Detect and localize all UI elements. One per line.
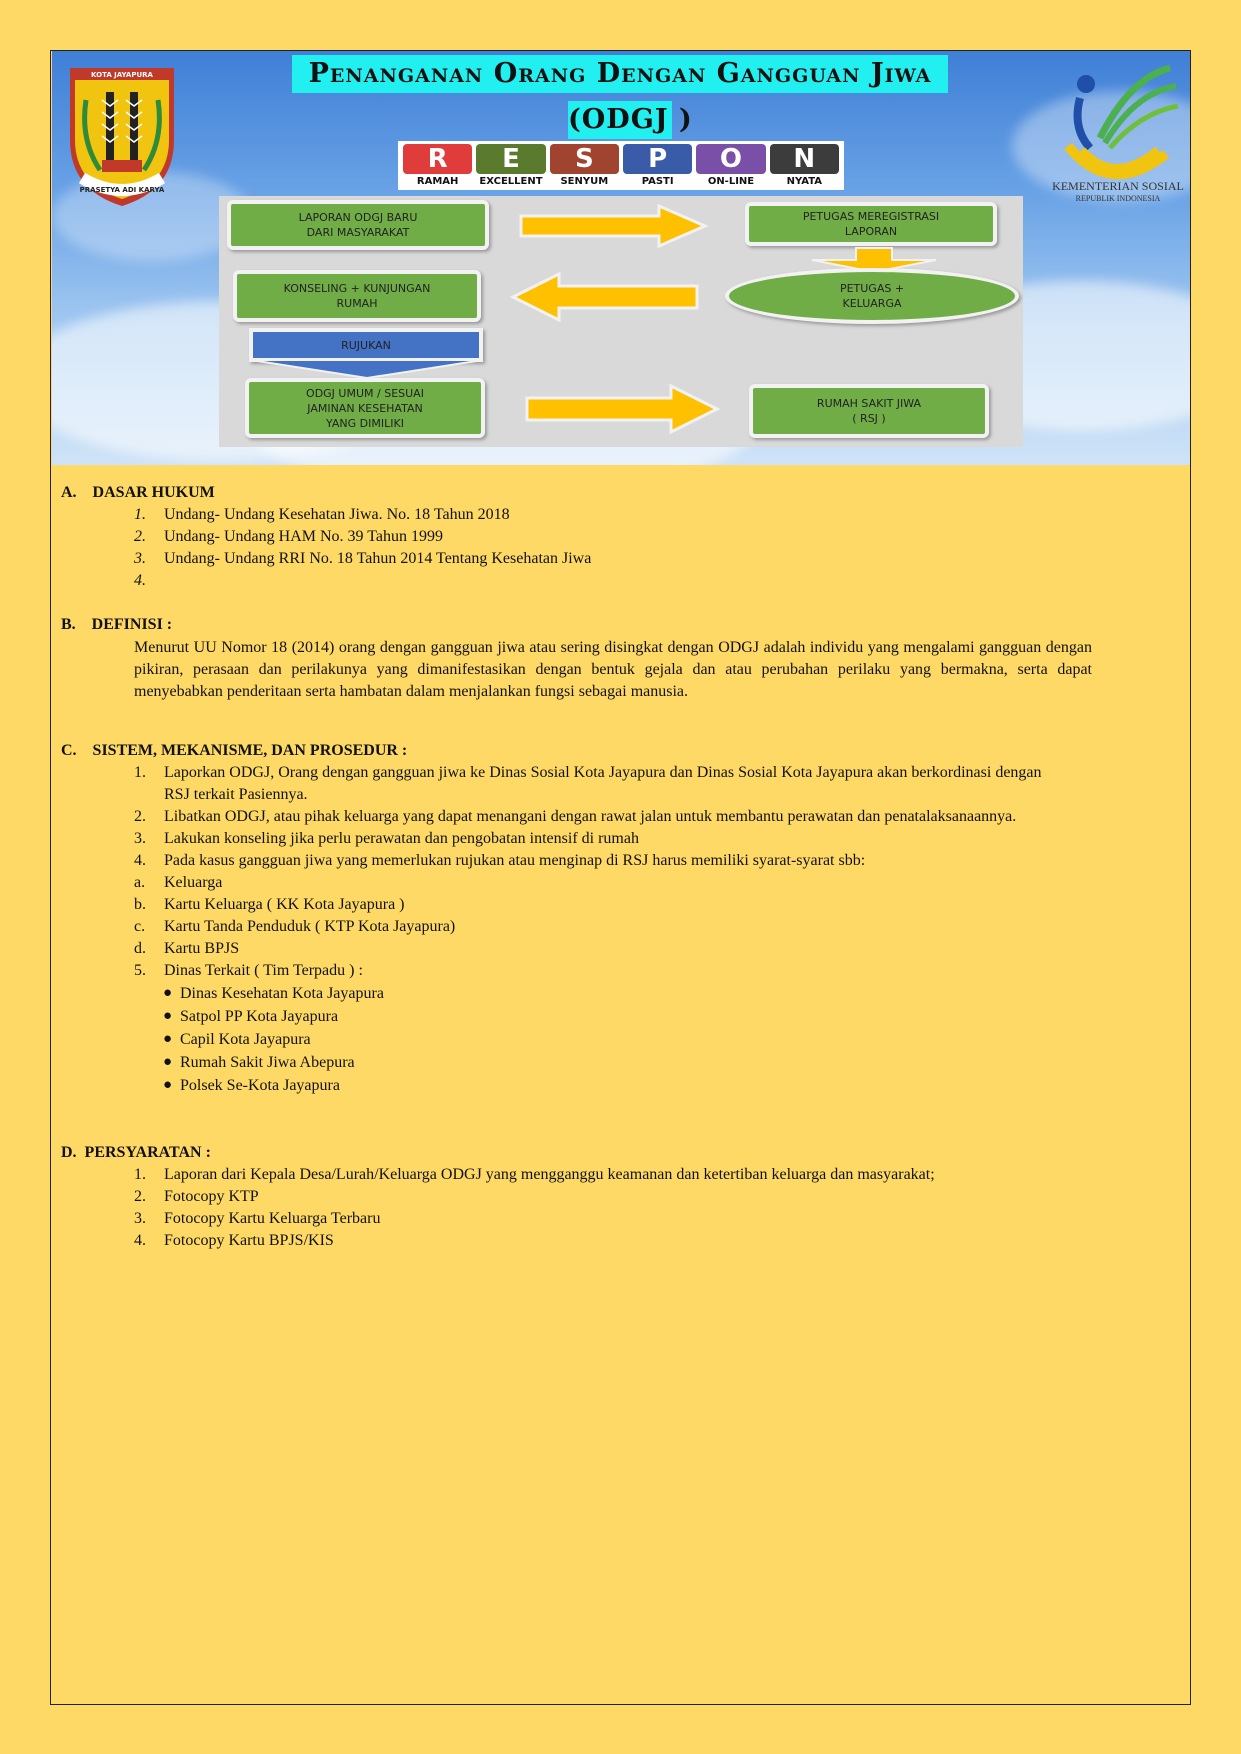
- procedure-flowchart: [219, 196, 1023, 447]
- list-number: 3.: [134, 1210, 146, 1227]
- list-item: Fotocopy Kartu BPJS/KIS: [164, 1232, 334, 1249]
- list-number: 3.: [134, 830, 146, 847]
- list-letter: a.: [134, 874, 146, 891]
- respon-letter: N: [770, 144, 839, 174]
- list-number: 1.: [134, 764, 146, 781]
- respon-word: RAMAH: [416, 176, 459, 187]
- list-number: 2.: [134, 528, 146, 545]
- respon-word: EXCELLENT: [479, 176, 543, 187]
- bullet-icon: ●: [163, 1031, 173, 1047]
- flow-report-box: LAPORAN ODGJ BARU DARI MASYARAKAT: [227, 200, 489, 250]
- bullet-item: Dinas Kesehatan Kota Jayapura: [180, 985, 384, 1002]
- kota-jayapura-logo-icon: [62, 60, 182, 208]
- list-item: Pada kasus gangguan jiwa yang memerlukan rujukan atau menginap di RSJ harus memiliki syarat-syarat sbb:: [164, 852, 866, 869]
- list-item: Laporkan ODGJ, Orang dengan gangguan jiwa ke Dinas Sosial Kota Jayapura dan Dinas Sosial Kota Jayapura akan berkordinasi dengan: [164, 764, 1042, 781]
- list-item: Undang- Undang HAM No. 39 Tahun 1999: [164, 528, 443, 545]
- list-number: 1.: [134, 506, 146, 523]
- respon-letter: P: [623, 144, 692, 174]
- respon-item: [696, 144, 765, 187]
- definition-paragraph: Menurut UU Nomor 18 (2014) orang dengan gangguan jiwa atau sering disingkat dengan ODGJ adalah individu yang mengalami gangguan dengan pikiran, perasaan dan perilakunya yang dimanifestasikan dengan bentuk gejala dan atau perubahan perilaku yang bermakna, serta dapat menyebabkan penderitaan serta hambatan dalam menjalankan fungsi sebagai manusia.: [134, 639, 1092, 700]
- bullet-item: Capil Kota Jayapura: [180, 1031, 311, 1048]
- list-item-continuation: RSJ terkait Pasiennya.: [164, 786, 308, 803]
- bullet-item: Polsek Se-Kota Jayapura: [180, 1077, 340, 1094]
- list-number: 1.: [134, 1166, 146, 1183]
- list-item: Keluarga: [164, 874, 223, 891]
- list-item: Kartu Keluarga ( KK Kota Jayapura ): [164, 896, 405, 913]
- ministry-name: KEMENTERIAN SOSIAL: [1052, 179, 1184, 193]
- list-item: Laporan dari Kepala Desa/Lurah/Keluarga ODGJ yang mengganggu keamanan dan ketertiban keluarga dan masyarakat;: [164, 1166, 935, 1183]
- respon-word: NYATA: [786, 176, 822, 187]
- flow-hospital-box: RUMAH SAKIT JIWA ( RSJ ): [749, 384, 989, 438]
- list-number: 2.: [134, 808, 146, 825]
- list-item: Lakukan konseling jika perlu perawatan dan pengobatan intensif di rumah: [164, 830, 639, 847]
- arrow-left-icon: [509, 272, 701, 322]
- list-number: 3.: [134, 550, 146, 567]
- respon-word: SENYUM: [560, 176, 609, 187]
- list-number: 2.: [134, 1188, 146, 1205]
- svg-text:KOTA JAYAPURA: KOTA JAYAPURA: [91, 71, 153, 79]
- section-c-heading: C. SISTEM, MEKANISME, DAN PROSEDUR :: [61, 742, 408, 759]
- flow-referral-box: RUJUKAN: [249, 328, 483, 362]
- section-d-heading: D. PERSYARATAN :: [61, 1144, 211, 1161]
- list-item: Fotocopy Kartu Keluarga Terbaru: [164, 1210, 381, 1227]
- list-item: Undang- Undang Kesehatan Jiwa. No. 18 Tahun 2018: [164, 506, 510, 523]
- page-title: Penanganan Orang Dengan Gangguan Jiwa: [292, 55, 948, 93]
- respon-item: [403, 144, 472, 187]
- list-number: 4.: [134, 1232, 146, 1249]
- list-number: 5.: [134, 962, 146, 979]
- respon-values-strip: [398, 141, 844, 190]
- respon-word: PASTI: [641, 176, 674, 187]
- ministry-subtitle: REPUBLIK INDONESIA: [1075, 194, 1161, 203]
- list-letter: c.: [134, 918, 146, 935]
- bullet-icon: ●: [163, 1054, 173, 1070]
- respon-letter: O: [696, 144, 765, 174]
- respon-letter: S: [550, 144, 619, 174]
- respon-letter: E: [476, 144, 545, 174]
- list-item: Undang- Undang RRI No. 18 Tahun 2014 Tentang Kesehatan Jiwa: [164, 550, 592, 567]
- list-item: Kartu BPJS: [164, 940, 240, 957]
- section-b-heading: B. DEFINISI :: [61, 616, 173, 633]
- svg-text:PRASETYA ADI KARYA: PRASETYA ADI KARYA: [79, 186, 165, 194]
- list-item: Kartu Tanda Penduduk ( KTP Kota Jayapura): [164, 918, 456, 935]
- counseling-box: KONSELING + KUNJUNGAN RUMAH: [233, 270, 481, 322]
- bullet-icon: ●: [163, 1008, 173, 1024]
- respon-item: [770, 144, 839, 187]
- respon-item: [476, 144, 545, 187]
- bullet-item: Satpol PP Kota Jayapura: [180, 1008, 339, 1025]
- arrow-down-icon: [249, 358, 485, 380]
- page-title-abbrev: (ODGJ ): [568, 101, 672, 139]
- arrow-right-icon: [519, 204, 709, 248]
- bullet-icon: ●: [163, 985, 173, 1001]
- section-a-heading: A. DASAR HUKUM: [61, 484, 215, 501]
- list-number: 4.: [134, 572, 146, 589]
- flow-officer-family-ellipse: PETUGAS + KELUARGA: [725, 268, 1019, 324]
- respon-item: [550, 144, 619, 187]
- bullet-item: Rumah Sakit Jiwa Abepura: [180, 1054, 355, 1071]
- list-letter: b.: [134, 896, 146, 913]
- respon-word: ON-LINE: [707, 176, 755, 187]
- bullet-icon: ●: [163, 1077, 173, 1093]
- list-item: Libatkan ODGJ, atau pihak keluarga yang dapat menangani dengan rawat jalan untuk membantu perawatan dan penatalaksanaannya.: [164, 808, 1017, 825]
- respon-item: [623, 144, 692, 187]
- flow-register-box: PETUGAS MEREGISTRASI LAPORAN: [745, 202, 997, 246]
- arrow-right-icon: [525, 384, 721, 434]
- list-item: Dinas Terkait ( Tim Terpadu ) :: [164, 962, 363, 979]
- respon-letter: R: [403, 144, 472, 174]
- list-number: 4.: [134, 852, 146, 869]
- list-letter: d.: [134, 940, 146, 957]
- list-item: Fotocopy KTP: [164, 1188, 259, 1205]
- flow-general-odgj-box: ODGJ UMUM / SESUAI JAMINAN KESEHATAN YANG DIMILIKI: [245, 378, 485, 438]
